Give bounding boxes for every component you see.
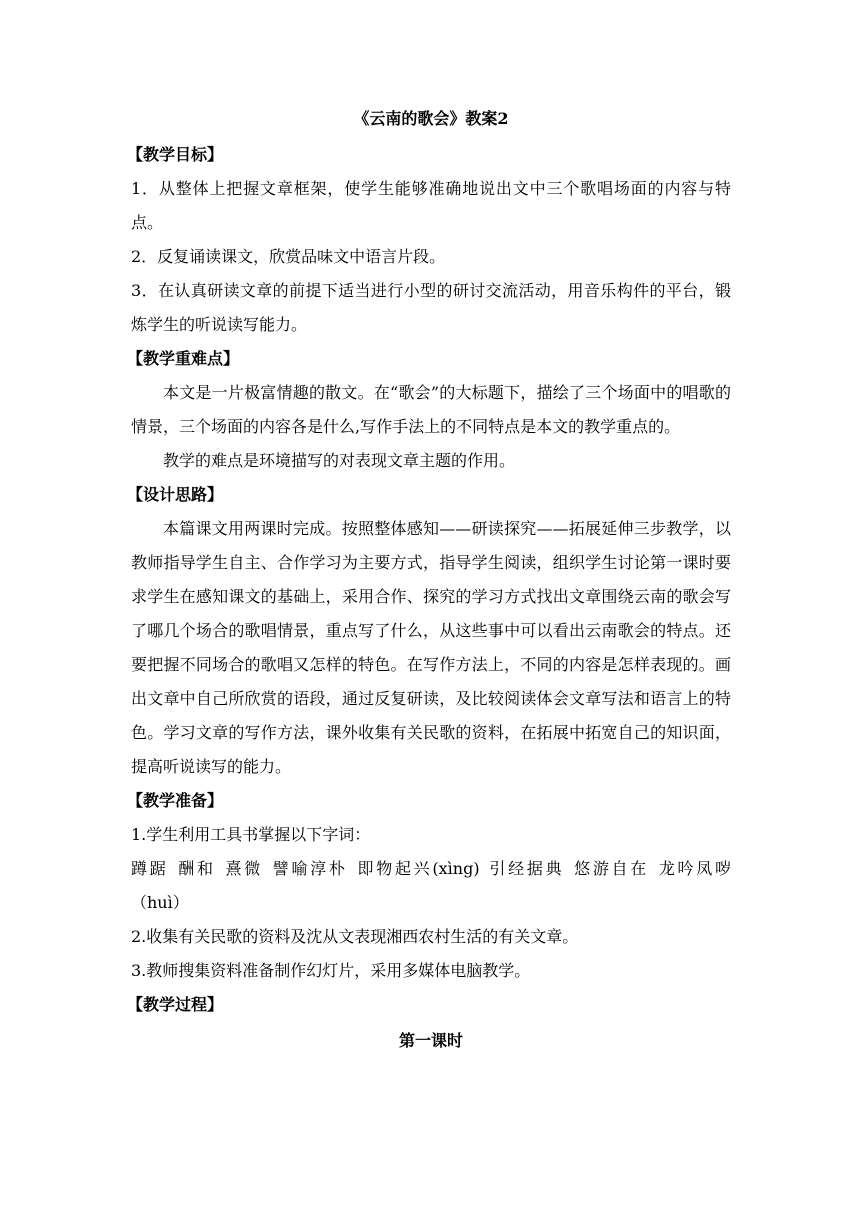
- goal-item-2: 2．反复诵读课文，欣赏品味文中语言片段。: [131, 247, 446, 266]
- preparation-item-3: 3.教师搜集资料准备制作幻灯片，采用多媒体电脑教学。: [131, 961, 531, 980]
- goal-item-1: 1．从整体上把握文章框架，使学生能够准确地说出文中三个歌唱场面的内容与特点。: [131, 179, 731, 232]
- vocabulary-line-tail: （huì）: [131, 893, 189, 912]
- heading-preparation: 【教学准备】: [127, 791, 224, 810]
- vocabulary-line: 蹲踞 酬和 熹微 譬喻淳朴 即物起兴(xìng) 引经据典 悠游自在 龙吟凤哕: [131, 859, 731, 878]
- key-points-paragraph-1: 本文是一片极富情趣的散文。在“歌会”的大标题下，描绘了三个场面中的唱歌的情景，三个场面的内容各是什么,写作手法上的不同特点是本文的教学重点的。: [131, 383, 731, 436]
- heading-teaching-goals: 【教学目标】: [127, 145, 224, 164]
- goal-item-3: 3．在认真研读文章的前提下适当进行小型的研讨交流活动，用音乐构件的平台，锻炼学生的听说读写能力。: [131, 281, 731, 334]
- design-paragraph: 本篇课文用两课时完成。按照整体感知——研读探究——拓展延伸三步教学，以教师指导学生自主、合作学习为主要方式，指导学生阅读，组织学生讨论第一课时要求学生在感知课文的基础上，采用合作、探究的学习方式找出文章围绕云南的歌会写了哪几个场合的歌唱情景，重点写了什么，从这些事中可以看出云南歌会的特点。还要把握不同场合的歌唱又怎样的特色。在写作方法上，不同的内容是怎样表现的。画出文章中自己所欣赏的语段，通过反复研读，及比较阅读体会文章写法和语言上的特色。学习文章的写作方法，课外收集有关民歌的资料，在拓展中拓宽自己的知识面，提高听说读写的能力。: [131, 519, 731, 776]
- preparation-item-1: 1.学生利用工具书掌握以下字词：: [131, 825, 371, 844]
- preparation-item-2: 2.收集有关民歌的资料及沈从文表现湘西农村生活的有关文章。: [131, 927, 579, 946]
- heading-design-ideas: 【设计思路】: [127, 485, 224, 504]
- heading-teaching-process: 【教学过程】: [127, 995, 224, 1014]
- document-title: 《云南的歌会》教案2: [353, 109, 509, 128]
- key-points-paragraph-2: 教学的难点是环境描写的对表现文章主题的作用。: [163, 451, 516, 470]
- lesson-subtitle: 第一课时: [398, 1031, 463, 1050]
- document-body: [127, 102, 731, 1058]
- heading-key-points: 【教学重难点】: [127, 349, 240, 368]
